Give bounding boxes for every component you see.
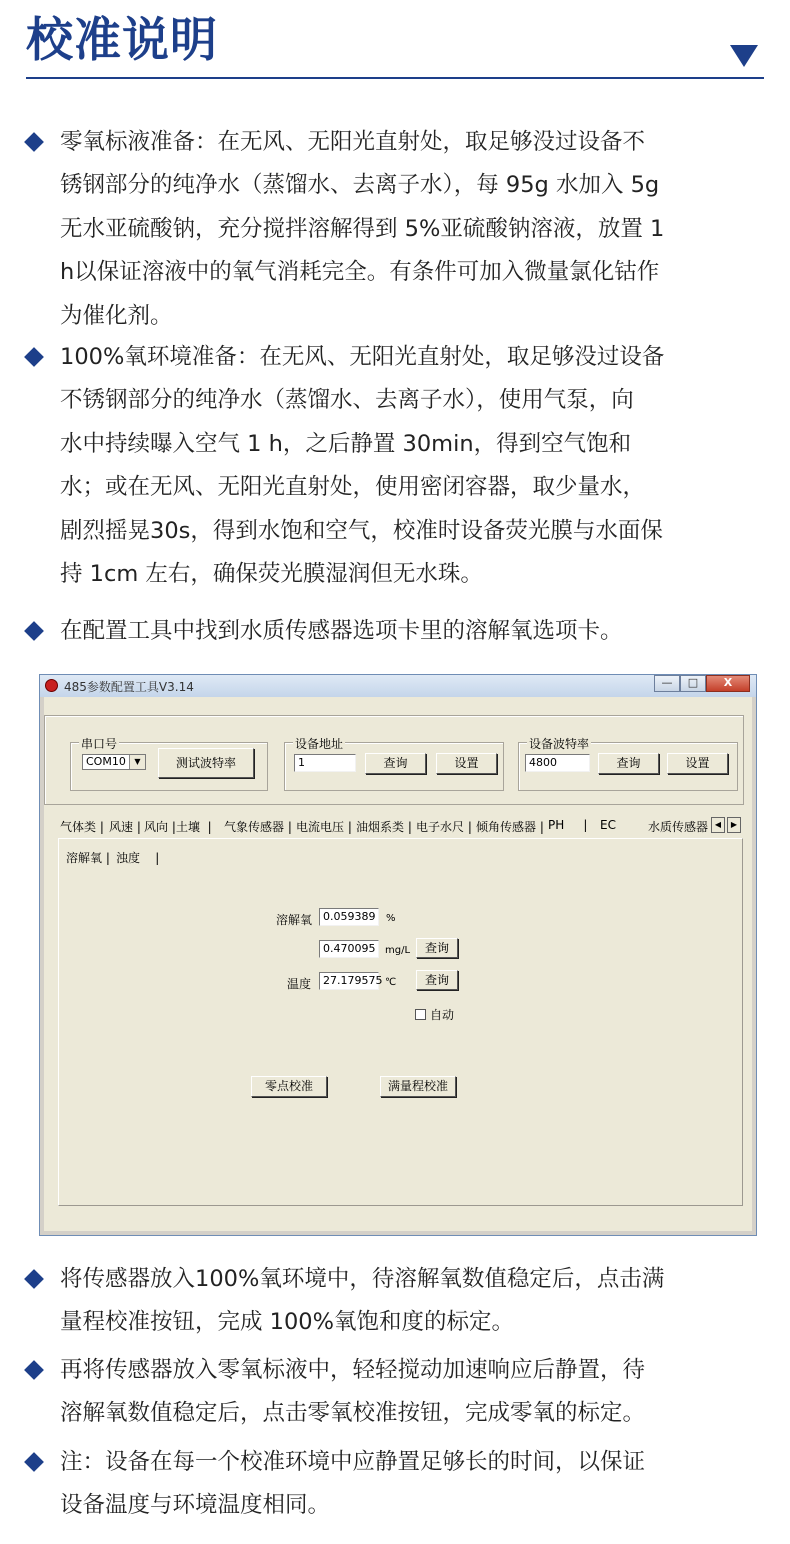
tab-wind-speed[interactable]: 风速 |: [109, 820, 141, 834]
tab-oil-smoke[interactable]: 油烟系类 |: [356, 820, 412, 834]
tab-gas[interactable]: 气体类 |: [60, 820, 104, 834]
text-line: 锈钢部分的纯净水（蒸馏水、去离子水），每 95g 水加入 5g: [60, 172, 660, 199]
subtab-dissolved-oxygen[interactable]: 溶解氧 |: [66, 851, 110, 865]
address-query-button[interactable]: 查询: [365, 753, 426, 774]
tab-water-quality[interactable]: 水质传感器: [648, 820, 709, 834]
tab-current-voltage[interactable]: 电流电压 |: [296, 820, 352, 834]
temperature-query-button[interactable]: 查询: [416, 970, 458, 990]
do-percent-field[interactable]: 0.059389: [319, 908, 379, 926]
text-line: 注：设备在每一个校准环境中应静置足够长的时间，以保证: [60, 1449, 646, 1475]
bullet-find-tab: [26, 610, 764, 653]
text-line: 水；或在无风、无阳光直射处，使用密闭容器，取少量水，: [60, 474, 646, 501]
baud-query-button[interactable]: 查询: [598, 753, 659, 774]
text-line: 零氧标液准备：在无风、无阳光直射处，取足够没过设备不: [60, 129, 646, 155]
bullet-zero-oxygen-prep: [26, 121, 764, 338]
window-title: 485参数配置工具V3.14: [64, 680, 194, 694]
serial-port-legend: 串口号: [81, 737, 118, 751]
close-button[interactable]: X: [706, 675, 750, 692]
tab-wind-direction[interactable]: 风向 |: [144, 820, 176, 834]
baud-set-button[interactable]: 设置: [667, 753, 728, 774]
text-line: 无水亚硫酸钠，充分搅拌溶解得到 5%亚硫酸钠溶液，放置 1: [60, 215, 665, 242]
serial-port-select[interactable]: [82, 754, 146, 770]
config-tool-window: [39, 674, 757, 1236]
bullet-full-scale-calibration: [26, 1258, 764, 1345]
chevron-down-icon[interactable]: ▼: [129, 755, 145, 769]
bullet-zero-calibration: [26, 1349, 764, 1436]
device-baud-legend: 设备波特率: [529, 737, 590, 751]
text-line: 溶解氧数值稳定后，点击零氧校准按钮，完成零氧的标定。: [60, 1400, 646, 1427]
zero-calibration-button[interactable]: 零点校准: [251, 1076, 327, 1097]
device-address-legend: 设备地址: [295, 737, 344, 751]
device-address-input[interactable]: 1: [294, 754, 356, 772]
text-line: 水中持续曝入空气 1 h，之后静置 30min，得到空气饱和: [60, 430, 632, 457]
maximize-button[interactable]: □: [680, 675, 706, 692]
tab-water-gauge[interactable]: 电子水尺 |: [416, 820, 472, 834]
test-baud-button[interactable]: 测试波特率: [158, 748, 254, 778]
text-line: h以保证溶液中的氧气消耗完全。有条件可加入微量氯化钴作: [60, 259, 660, 286]
device-baud-input[interactable]: 4800: [525, 754, 590, 772]
triangle-down-icon: [730, 45, 758, 67]
mgl-unit: mg/L: [385, 945, 411, 956]
water-quality-panel: [58, 838, 743, 1206]
text-line: 再将传感器放入零氧标液中，轻轻搅动加速响应后静置，待: [60, 1357, 646, 1383]
full-scale-calibration-button[interactable]: 满量程校准: [380, 1076, 456, 1097]
text-line: 将传感器放入100%氧环境中，待溶解氧数值稳定后，点击满: [60, 1266, 665, 1292]
tab-weather-sensor[interactable]: 气象传感器 |: [224, 820, 292, 834]
percent-unit: %: [386, 913, 396, 924]
bullet-100-oxygen-prep: [26, 336, 764, 596]
serial-port-value: COM10: [86, 755, 126, 768]
temperature-label: 温度: [287, 977, 312, 991]
text-line: 量程校准按钮，完成 100%氧饱和度的标定。: [60, 1309, 514, 1336]
do-mgl-field[interactable]: 0.470095: [319, 940, 379, 958]
do-query-button[interactable]: 查询: [416, 938, 458, 958]
text-line: 在配置工具中找到水质传感器选项卡里的溶解氧选项卡。: [60, 618, 623, 644]
page-header: [26, 6, 764, 76]
tab-soil[interactable]: 土壤 |: [176, 820, 212, 834]
tab-scroll-right-icon[interactable]: ▶: [727, 817, 741, 833]
subtab-turbidity[interactable]: 浊度 |: [116, 851, 160, 865]
text-line: 为催化剂。: [60, 302, 173, 329]
text-line: 剧烈摇晃30s，得到水饱和空气，校准时设备荧光膜与水面保: [60, 517, 663, 544]
tab-scroll-left-icon[interactable]: ◀: [711, 817, 725, 833]
window-client: [44, 697, 752, 1231]
temperature-unit: ℃: [385, 977, 397, 988]
temperature-field[interactable]: 27.179575: [319, 972, 379, 990]
app-icon: [45, 679, 58, 692]
window-titlebar: [40, 675, 756, 697]
bullet-note: [26, 1441, 764, 1528]
tab-ec[interactable]: EC: [600, 818, 616, 832]
auto-label: 自动: [430, 1008, 455, 1022]
text-line: 设备温度与环境温度相同。: [60, 1492, 331, 1519]
tab-tilt-sensor[interactable]: 倾角传感器 |: [476, 820, 544, 834]
text-line: 100%氧环境准备：在无风、无阳光直射处，取足够没过设备: [60, 344, 665, 370]
tab-ph[interactable]: PH |: [548, 818, 588, 832]
address-set-button[interactable]: 设置: [436, 753, 497, 774]
text-line: 持 1cm 左右，确保荧光膜湿润但无水珠。: [60, 560, 483, 587]
do-label: 溶解氧: [276, 913, 313, 927]
text-line: 不锈钢部分的纯净水（蒸馏水、去离子水），使用气泵，向: [60, 387, 634, 414]
header-divider: [26, 77, 764, 79]
window-controls: [654, 675, 750, 692]
minimize-button[interactable]: —: [654, 675, 680, 692]
page-title: 校准说明: [26, 13, 218, 68]
auto-checkbox[interactable]: [415, 1009, 426, 1020]
